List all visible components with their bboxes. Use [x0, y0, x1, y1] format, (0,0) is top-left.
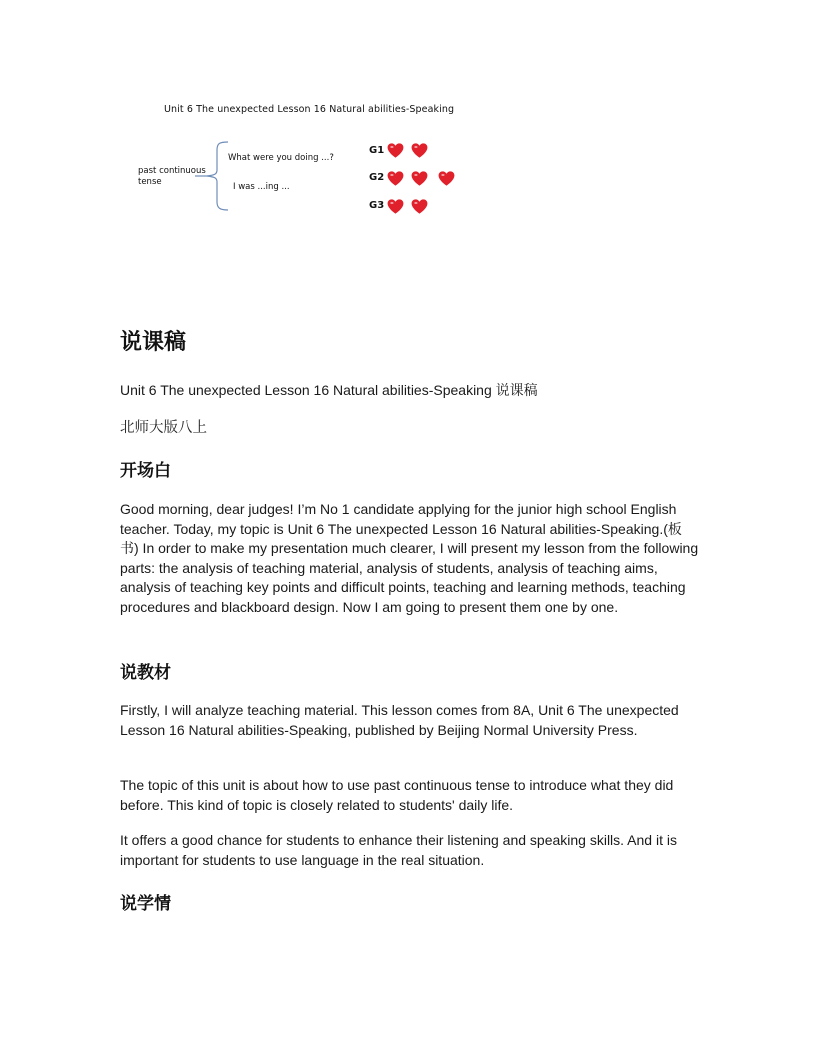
paragraph-material-3: It offers a good chance for students to enhance their listening and speaking skills. And it is important for students to use language in the real situation.: [120, 832, 677, 868]
board-topic-line1: past continuous: [138, 166, 206, 176]
heart-icon: [386, 141, 405, 160]
heart-icon: [410, 141, 429, 160]
subtitle: Unit 6 The unexpected Lesson 16 Natural abilities-Speaking 说课稿: [120, 382, 538, 398]
board-title: Unit 6 The unexpected Lesson 16 Natural abilities-Speaking: [164, 104, 455, 115]
bracket-icon: [195, 138, 235, 214]
heart-icon: [410, 169, 429, 188]
board-topic-line2: tense: [138, 177, 162, 187]
section-heading-material: 说教材: [120, 663, 171, 683]
section-heading-students: 说学情: [120, 894, 171, 914]
board-question: What were you doing ...?: [228, 153, 334, 163]
group-label-g2: G2: [369, 172, 385, 183]
paragraph-material-1: Firstly, I will analyze teaching material. This lesson comes from 8A, Unit 6 The unexpected Lesson 16 Natural abilities-Speaking, published by Beijing Normal University Press.: [120, 702, 679, 738]
board-answer: I was ...ing ...: [233, 182, 290, 192]
edition-label: 北师大版八上: [120, 420, 207, 436]
group-label-g3: G3: [369, 200, 385, 211]
group-label-g1: G1: [369, 145, 385, 156]
heart-icon: [410, 197, 429, 216]
heart-icon: [386, 169, 405, 188]
paragraph-opening: Good morning, dear judges! I’m No 1 candidate applying for the junior high school English teacher. Today, my topic is Unit 6 The unexpected Lesson 16 Natural abilities-Speaking.(板书) In order to make my presentation much clearer, I will present my lesson from the following parts: the analysis of teaching material, analysis of students, analysis of teaching aims, analysis of teaching key points and difficult points, teaching and learning methods, teaching procedures and blackboard design. Now I am going to present them one by one.: [120, 501, 699, 615]
main-title: 说课稿: [120, 330, 187, 355]
heart-icon: [386, 197, 405, 216]
paragraph-material-2: The topic of this unit is about how to use past continuous tense to introduce what they did before. This kind of topic is closely related to students' daily life.: [120, 777, 674, 813]
blackboard-design-figure: [0, 0, 816, 230]
heart-icon: [437, 169, 456, 188]
section-heading-opening: 开场白: [120, 461, 171, 481]
